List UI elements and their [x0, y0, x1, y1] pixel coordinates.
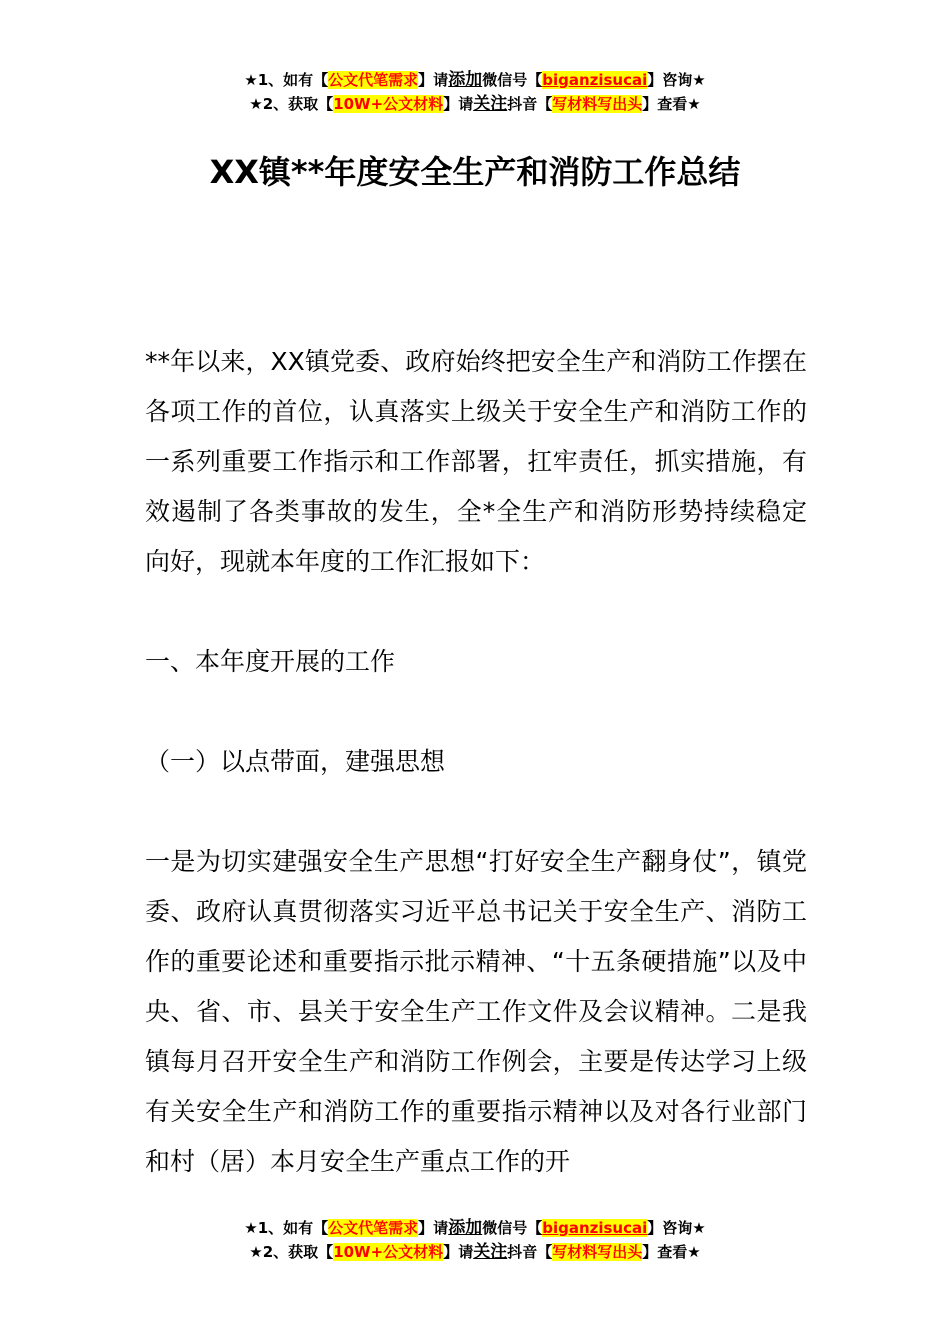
banner-line-2	[0, 1240, 950, 1264]
banner-text: 】查看★	[642, 1243, 701, 1261]
douyin-account-highlight: 写材料写出头	[552, 1243, 643, 1261]
service-highlight: 公文代笔需求	[328, 71, 419, 89]
banner-line-2	[0, 92, 950, 116]
banner-text: ★1、如有【	[244, 71, 329, 89]
douyin-account-highlight: 写材料写出头	[552, 95, 643, 113]
banner-line-1	[0, 1216, 950, 1240]
banner-text: 】查看★	[642, 95, 701, 113]
service-highlight: 公文代笔需求	[328, 1219, 419, 1237]
section-heading: 一、本年度开展的工作	[145, 647, 396, 676]
banner-text: 】请	[443, 95, 474, 113]
banner-text: 】请	[418, 71, 449, 89]
intro-paragraph: **年以来，XX镇党委、政府始终把安全生产和消防工作摆在各项工作的首位，认真落实上级关于安全生产和消防工作的一系列重要工作指示和工作部署，扛牢责任，抓实措施，有效遏制了各类事故的发生，全*全生产和消防形势持续稳定向好，现就本年度的工作汇报如下：	[145, 347, 807, 576]
banner-text: 】请	[443, 1243, 474, 1261]
banner-emphasis: 添加	[448, 70, 483, 90]
header-banner	[0, 68, 950, 116]
banner-text: 】咨询★	[647, 71, 706, 89]
wechat-id-link[interactable]: biganzisucai	[542, 71, 648, 89]
banner-emphasis: 添加	[448, 1218, 483, 1238]
body-paragraph: 一是为切实建强安全生产思想“打好安全生产翻身仗”，镇党委、政府认真贯彻落实习近平总书记关于安全生产、消防工作的重要论述和重要指示批示精神、“十五条硬措施”以及中央、省、市、县关于安全生产工作文件及会议精神。二是我镇每月召开安全生产和消防工作例会，主要是传达学习上级有关安全生产和消防工作的重要指示精神以及对各行业部门和村（居）本月安全生产重点工作的开	[145, 847, 807, 1176]
banner-emphasis: 关注	[473, 1242, 508, 1262]
banner-text: 】请	[418, 1219, 449, 1237]
materials-highlight: 10W+公文材料	[333, 1243, 444, 1261]
subsection-heading: （一）以点带面，建强思想	[145, 747, 446, 776]
banner-text: 微信号【	[482, 1219, 543, 1237]
document-title: XX镇**年度安全生产和消防工作总结	[209, 153, 741, 191]
banner-text: ★2、获取【	[249, 95, 334, 113]
banner-text: 】咨询★	[647, 1219, 706, 1237]
materials-highlight: 10W+公文材料	[333, 95, 444, 113]
banner-emphasis: 关注	[473, 94, 508, 114]
banner-text: 微信号【	[482, 71, 543, 89]
banner-text: 抖音【	[507, 1243, 553, 1261]
banner-text: ★2、获取【	[249, 1243, 334, 1261]
footer-banner	[0, 1216, 950, 1264]
banner-text: 抖音【	[507, 95, 553, 113]
banner-text: ★1、如有【	[244, 1219, 329, 1237]
banner-line-1	[0, 68, 950, 92]
wechat-id-link[interactable]: biganzisucai	[542, 1219, 648, 1237]
